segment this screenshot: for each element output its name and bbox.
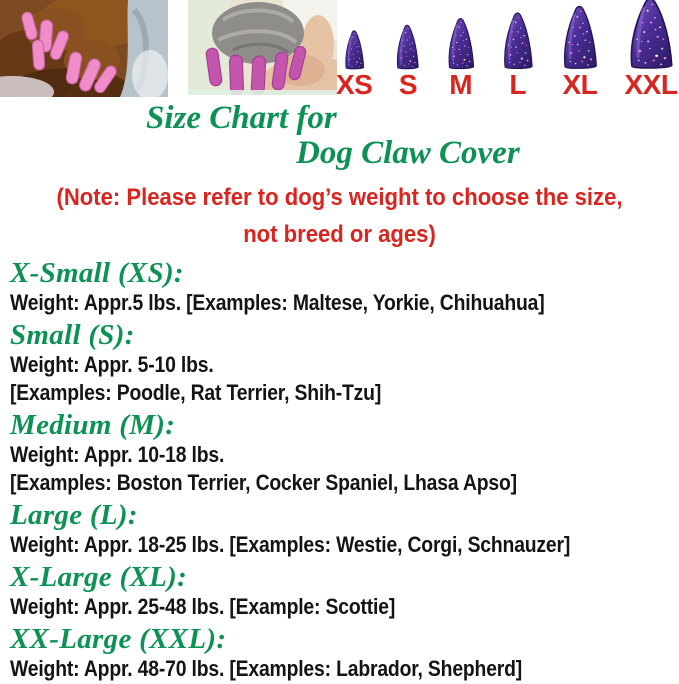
section-x-small bbox=[10, 258, 679, 317]
size-label-xxl: XXL bbox=[624, 69, 678, 100]
photo-grey-dog-paw bbox=[188, 0, 337, 95]
size-figure-xl bbox=[558, 2, 602, 99]
section-xx-large-heading: XX-Large (XXL): bbox=[10, 623, 227, 655]
weight-note bbox=[0, 179, 679, 253]
section-small-heading: Small (S): bbox=[10, 319, 135, 351]
section-small-examples: [Examples: Poodle, Rat Terrier, Shih-Tzu] bbox=[10, 380, 382, 405]
claw-cover-m-image bbox=[444, 15, 478, 70]
size-figures-row bbox=[336, 0, 679, 99]
claw-cover-xs-image bbox=[342, 28, 367, 70]
section-large-heading: Large (L): bbox=[10, 499, 138, 531]
page-title bbox=[0, 101, 679, 171]
size-label-l: L bbox=[509, 69, 527, 100]
weight-note-line-2: not breed or ages) bbox=[243, 221, 436, 248]
section-medium bbox=[10, 410, 679, 497]
section-x-large-heading: X-Large (XL): bbox=[10, 561, 188, 593]
size-figure-xxl bbox=[623, 0, 679, 99]
size-sections bbox=[10, 258, 679, 683]
claw-cover-xxl-image bbox=[623, 0, 679, 70]
section-medium-heading: Medium (M): bbox=[10, 409, 176, 441]
section-x-small-weight: Weight: Appr.5 lbs. [Examples: Maltese, Yorkie, Chihuahua] bbox=[10, 290, 545, 315]
size-label-xs: XS bbox=[336, 69, 373, 100]
section-medium-examples: [Examples: Boston Terrier, Cocker Spaniel, Lhasa Apso] bbox=[10, 470, 517, 495]
claw-cover-xl-image bbox=[558, 2, 602, 70]
page-title-line-1: Size Chart for bbox=[146, 100, 337, 136]
section-x-large bbox=[10, 562, 679, 621]
section-small-weight: Weight: Appr. 5-10 lbs. bbox=[10, 352, 214, 377]
photo-brown-dog-paw bbox=[0, 0, 168, 97]
claw-cover-s-image bbox=[393, 22, 422, 70]
size-figure-xs bbox=[336, 28, 372, 99]
section-medium-weight: Weight: Appr. 10-18 lbs. bbox=[10, 442, 225, 467]
size-figure-m bbox=[444, 15, 478, 99]
claw-cover-l-image bbox=[499, 9, 537, 70]
section-large bbox=[10, 500, 679, 559]
size-figure-s bbox=[393, 22, 422, 99]
weight-note-line-1: (Note: Please refer to dog’s weight to choose the size, bbox=[56, 184, 623, 211]
size-figure-l bbox=[499, 9, 537, 99]
section-large-weight: Weight: Appr. 18-25 lbs. [Examples: Westie, Corgi, Schnauzer] bbox=[10, 532, 571, 557]
section-small bbox=[10, 320, 679, 407]
size-label-xl: XL bbox=[562, 69, 598, 100]
section-x-small-heading: X-Small (XS): bbox=[10, 257, 184, 289]
section-xx-large-weight: Weight: Appr. 48-70 lbs. [Examples: Labrador, Shepherd] bbox=[10, 656, 523, 681]
section-x-large-weight: Weight: Appr. 25-48 lbs. [Example: Scottie] bbox=[10, 594, 396, 619]
section-xx-large bbox=[10, 624, 679, 683]
size-label-s: S bbox=[398, 69, 418, 100]
size-label-m: M bbox=[449, 69, 473, 100]
page-title-line-2: Dog Claw Cover bbox=[296, 135, 520, 171]
